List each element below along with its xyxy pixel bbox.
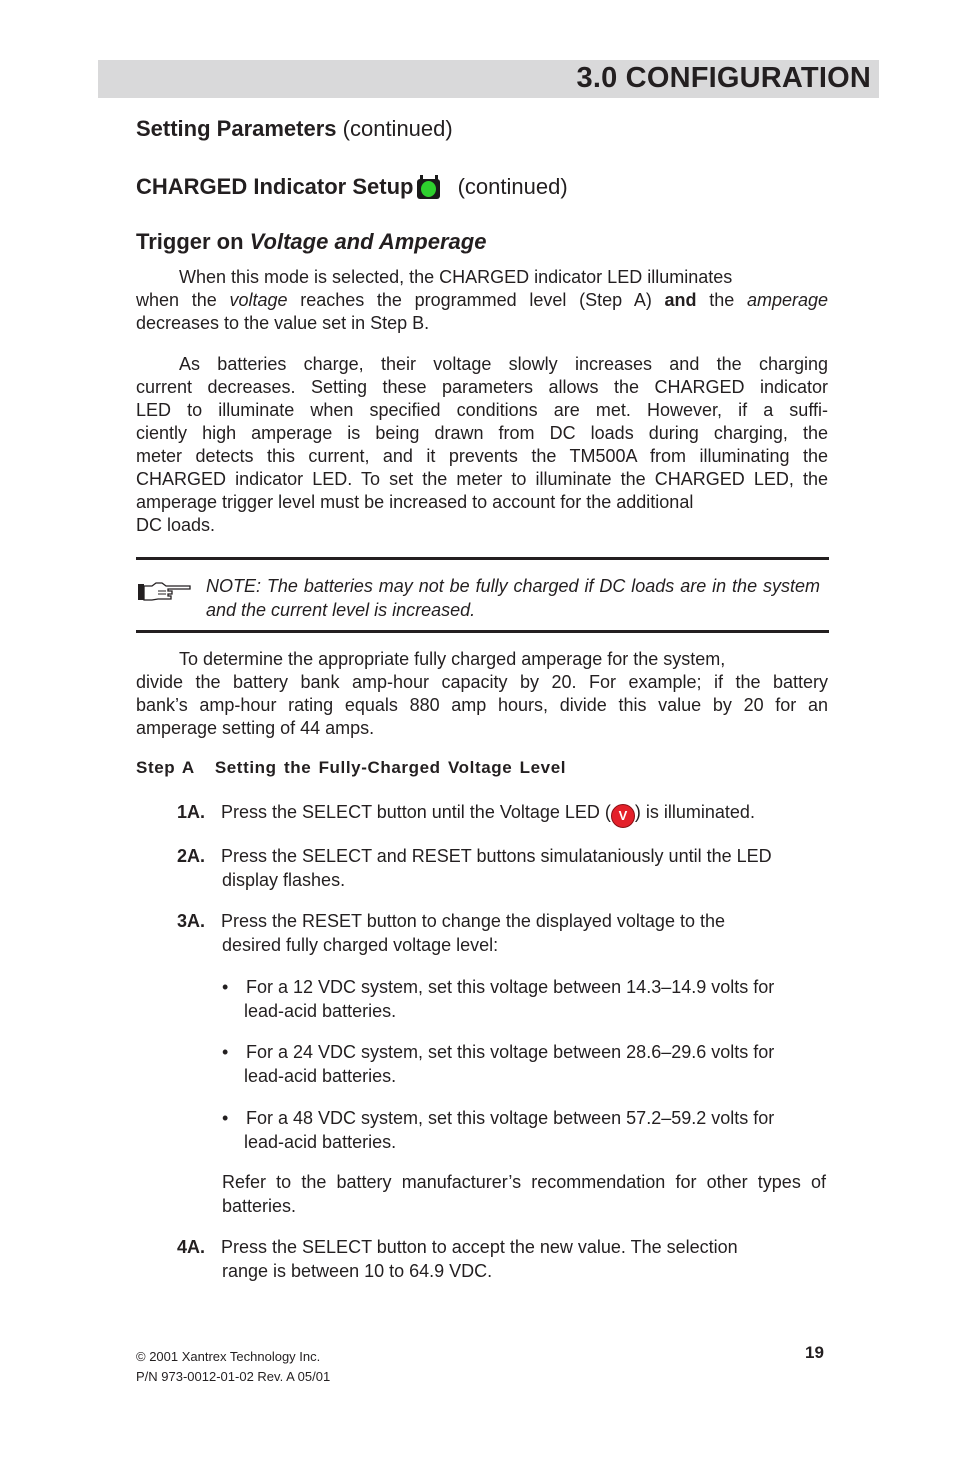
heading-setting-parameters: Setting Parameters (continued): [136, 116, 453, 141]
bullet-12vdc: • For a 12 VDC system, set this voltage between 14.3–14.9 volts for lead-acid batteries.: [222, 977, 775, 1021]
bullet-48vdc: • For a 48 VDC system, set this voltage between 57.2–59.2 volts for lead-acid batteries.: [222, 1108, 775, 1152]
paragraph-amperage-calculation: To determine the appropriate fully charged amperage for the system, divide the battery bank amp-hour capacity by 20. For example; if the battery bank’s amp-hour rating equals 880 amp hours, divide this value by 20 for an amperage setting of 44 amps.: [136, 649, 828, 738]
paragraph-mode-description: When this mode is selected, the CHARGED indicator LED illuminates when the voltage reaches the programmed level (Step A) and the amperage decreases to the value set in Step B.: [136, 267, 829, 333]
step-a-heading: Step A Setting the Fully-Charged Voltage Level: [136, 758, 567, 777]
step-2a: 2A. Press the SELECT and RESET buttons simulataniously until the LED display flashes.: [177, 846, 772, 890]
section-title: 3.0 CONFIGURATION: [576, 62, 871, 94]
note-text: NOTE: The batteries may not be fully charged if DC loads are in the system and the current level is increased.: [206, 576, 820, 620]
charged-led-icon: [416, 175, 442, 199]
note-bottom-rule: [136, 630, 829, 633]
step-1a: 1A. Press the SELECT button until the Voltage LED ( V ) is illuminated.: [177, 800, 755, 828]
footer-copyright: © 2001 Xantrex Technology Inc. P/N 973-0012-01-02 Rev. A 05/01: [136, 1349, 331, 1384]
refer-manufacturer-text: Refer to the battery manufacturer’s recommendation for other types of batteries.: [222, 1172, 826, 1216]
paragraph-charging-explanation: As batteries charge, their voltage slowly increases and the charging current decreases. Setting these parameters allows the CHARGED indicator LED to illuminate when specified conditions are met. However, if a suffi- ciently high amperage is being drawn from DC loads during charging, the meter detects this current, and it prevents the TM500A from illuminating the CHARGED indicator LED. To set the meter to illuminate the CHARGED LED, the amperage trigger level must be increased to account for the additional DC loads.: [136, 354, 828, 535]
heading-charged-indicator: CHARGED Indicator Setup (continued): [136, 174, 568, 199]
pointing-hand-icon: [138, 582, 192, 602]
step-3a: 3A. Press the RESET button to change the displayed voltage to the desired fully charged voltage level:: [177, 911, 725, 955]
voltage-led-icon: V: [611, 804, 635, 828]
section-header-bar: [98, 60, 879, 98]
note-top-rule: [136, 557, 829, 560]
step-4a: 4A. Press the SELECT button to accept the new value. The selection range is between 10 to 64.9 VDC.: [177, 1237, 738, 1281]
page-number: 19: [805, 1343, 824, 1362]
bullet-24vdc: • For a 24 VDC system, set this voltage between 28.6–29.6 volts for lead-acid batteries.: [222, 1042, 775, 1086]
heading-trigger: Trigger on Voltage and Amperage: [136, 229, 487, 254]
